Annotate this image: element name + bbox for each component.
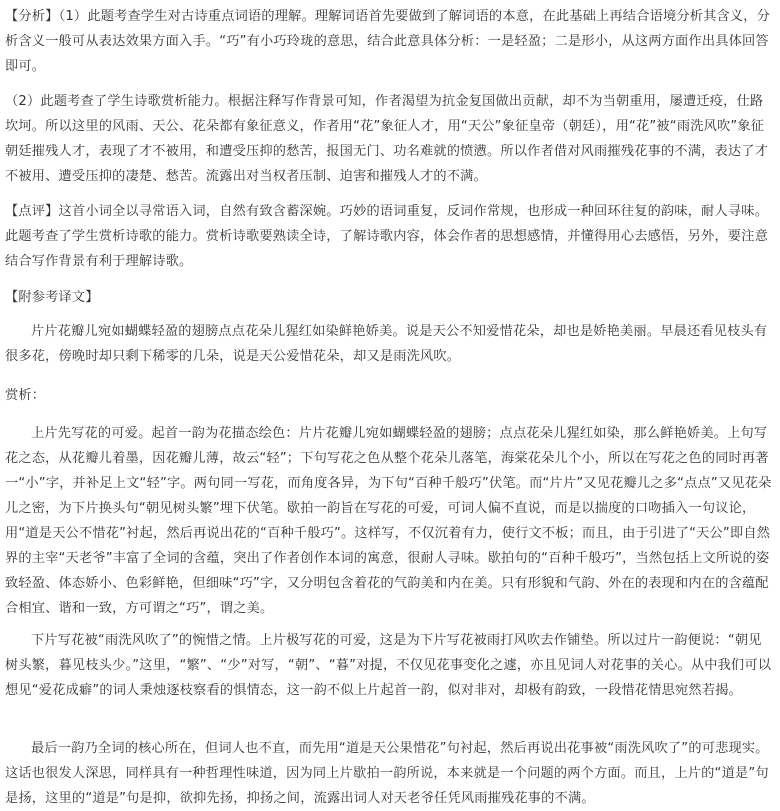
- appreciation-heading: 赏析：: [5, 388, 46, 403]
- translation-body: 片片花瓣儿宛如蝴蝶轻盈的翅膀点点花朵儿猩红如染鲜艳娇美。说是天公不知爱惜花朵，却也是娇艳美丽。早晨还看见枝头有很多花，傍晚时却只剩下稀零的几朵，说是天公爱惜花朵，却又是雨洗风吹。: [5, 324, 768, 364]
- comment-paragraph: 【点评】这首小词全以寻常语入词，自然有致含蓄深婉。巧妙的语词重复，反词作常规，也形成一种回环往复的韵味，耐人寻味。此题考查了学生赏析诗歌的能力。赏析诗歌要熟读全诗，了解诗歌内容，体会作者的思想感情，并懂得用心去感悟，另外，要注意结合写作背景有利于理解诗歌。: [5, 204, 769, 269]
- analysis-part2: （2）此题考查了学生诗歌赏析能力。根据注释写作背景可知，作者渴望为抗金复国做出贡献，却不为当朝重用，屡遭迁疫，仕路坎坷。所以这里的风雨、天公、花朵都有象征意义，作者用“花”象征人才，用“天公”象征皇帝（朝廷），用“花”被“雨洗风吹”象征朝廷摧残人才，表现了才不被用，和遭受压抑的愁苦，报国无门、功名难就的愤懑。所以作者借对风雨摧残花事的不满，表达了才不被用、遭受压抑的凄楚、愁苦。流露出对当权者压制、迫害和摧残人才的不满。: [5, 94, 769, 184]
- appreciation-paragraph-2: 下片写花被“雨洗风吹了”的惋惜之情。上片极写花的可爱，这是为下片写花被雨打风吹去作铺垫。所以过片一韵便说：“朝见树头繁，暮见枝头少。”这里，“繁”、“少”对写，“朝”、“暮”对提，不仅见花事变化之遽，亦且见词人对花事的关心。从中我们可以想见“爱花成癖”的词人秉烛逐枝察看的惧情态，这一韵不似上片起首一韵，似对非对，却极有韵致，一段惜花情思宛然若揭。: [5, 633, 772, 698]
- appreciation-paragraph-3: 最后一韵乃全词的核心所在，但词人也不直，而先用“道是天公果惜花”句衬起，然后再说出花事被“雨洗风吹了”的可悲现实。这话也很发人深思，同样具有一种哲理性味道，因为同上片歇拍一韵所说，本来就是一个问题的两个方面。而且，上片的“道是”句是扬，这里的“道是”句是抑，欲抑先扬，抑扬之间，流露出词人对天老爷任凭风雨摧残花事的不满。: [5, 741, 769, 806]
- analysis-part1: 【分析】（1）此题考查学生对古诗重点词语的理解。理解词语首先要做到了解词语的本意，在此基础上再结合语境分析其含义，分析含义一般可从表达效果方面入手。“巧”有小巧玲珑的意思，结合此意具体分析：一是轻盈；二是形小，从这两方面作出具体回答即可。: [5, 9, 771, 74]
- appreciation-paragraph-1: 上片先写花的可爱。起首一韵为花描态绘色：片片花瓣儿宛如蝴蝶轻盈的翅膀；点点花朵儿猩红如染，那么鲜艳娇美。上句写花之态，从花瓣儿着墨，因花瓣儿薄，故云“轻”；下句写花之色从整个花朵儿落笔，海棠花朵儿个小，所以在写花之色的同时再著一“小”字，并补足上文“轻”字。两句同一写花，而角度各异，为下句“百种千般巧”伏笔。而“片片”又见花瓣儿之多“点点”又见花朵儿之密，为下片换头句“朝见树头繁”埋下伏笔。歇拍一韵旨在写花的可爱，可词人偏不直说，而是以揣度的口吻插入一句议论，用“道是天公不惜花”衬起，然后再说出花的“百种千般巧”。这样写，不仅沉着有力，使行文不板；而且，由于引进了“天公”即自然界的主宰“天老爷”丰富了全词的含蕴，突出了作者创作本词的寓意，很耐人寻味。歇拍句的“百种千般巧”，当然包括上文所说的姿致轻盈、体态娇小、色彩鲜艳，但细味“巧”字，又分明包含着花的气韵美和内在美。只有形貌和气韵、外在的表现和内在的含蕴配合相宜、谐和一致，方可谓之“巧”，谓之美。: [5, 426, 772, 616]
- translation-heading: 【附参考译文】: [5, 290, 99, 305]
